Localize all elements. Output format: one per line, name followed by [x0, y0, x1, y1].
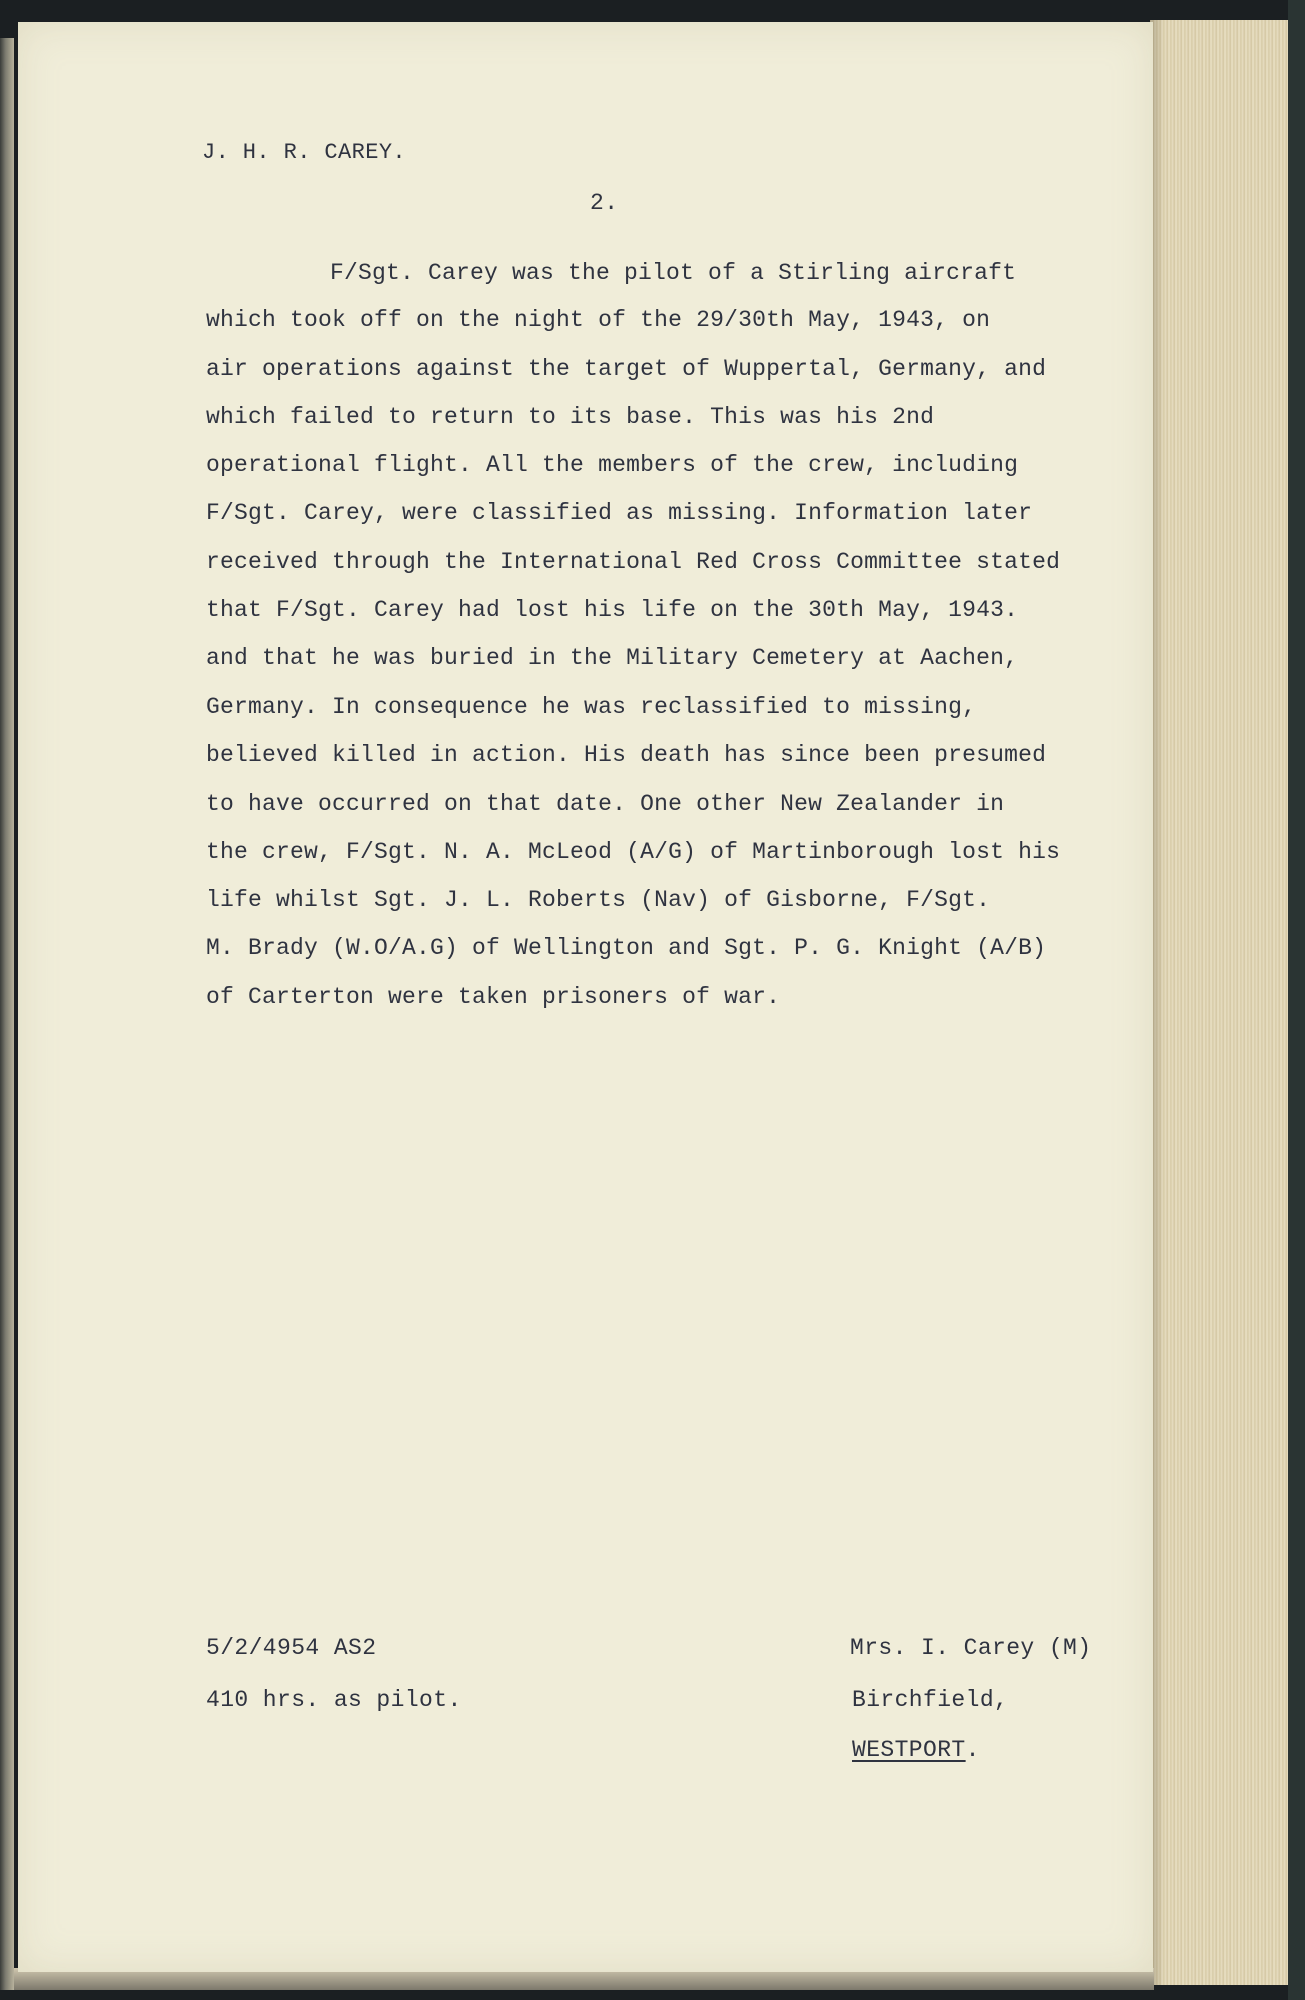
town-name: WESTPORT — [852, 1737, 966, 1763]
next-of-kin-town — [852, 1737, 980, 1763]
header-name: J. H. R. CAREY. — [202, 140, 407, 165]
body-line: F/Sgt. Carey, were classified as missing. Information later — [206, 500, 1033, 526]
body-line: M. Brady (W.O/A.G) of Wellington and Sgt. P. G. Knight (A/B) — [206, 935, 1047, 961]
page-stack — [1150, 20, 1300, 1985]
reference-number: 5/2/4954 AS2 — [206, 1635, 377, 1661]
next-of-kin-name: Mrs. I. Carey (M) — [850, 1635, 1092, 1661]
body-line: operational flight. All the members of the crew, including — [206, 452, 1019, 478]
next-of-kin-address: Birchfield, — [852, 1687, 1009, 1713]
body-line: which took off on the night of the 29/30th May, 1943, on — [206, 307, 991, 333]
town-suffix: . — [965, 1737, 980, 1763]
body-line: the crew, F/Sgt. N. A. McLeod (A/G) of Martinborough lost his — [206, 839, 1061, 865]
body-line: life whilst Sgt. J. L. Roberts (Nav) of Gisborne, F/Sgt. — [206, 887, 991, 913]
body-line: of Carterton were taken prisoners of war. — [206, 984, 781, 1010]
page-number: 2. — [590, 190, 619, 216]
flying-hours: 410 hrs. as pilot. — [206, 1687, 462, 1713]
body-line: air operations against the target of Wuppertal, Germany, and — [206, 356, 1047, 382]
body-line: that F/Sgt. Carey had lost his life on the 30th May, 1943. — [206, 597, 1019, 623]
body-line: which failed to return to its base. This was his 2nd — [206, 404, 935, 430]
body-line: believed killed in action. His death has since been presumed — [206, 742, 1047, 768]
body-line: F/Sgt. Carey was the pilot of a Stirling aircraft — [330, 260, 1017, 286]
book-binding — [1288, 0, 1305, 2000]
body-line: Germany. In consequence he was reclassified to missing, — [206, 694, 977, 720]
facing-page-edge — [0, 38, 14, 1990]
body-line: and that he was buried in the Military Cemetery at Aachen, — [206, 645, 1019, 671]
body-line: to have occurred on that date. One other New Zealander in — [206, 791, 1005, 817]
body-line: received through the International Red Cross Committee stated — [206, 549, 1061, 575]
